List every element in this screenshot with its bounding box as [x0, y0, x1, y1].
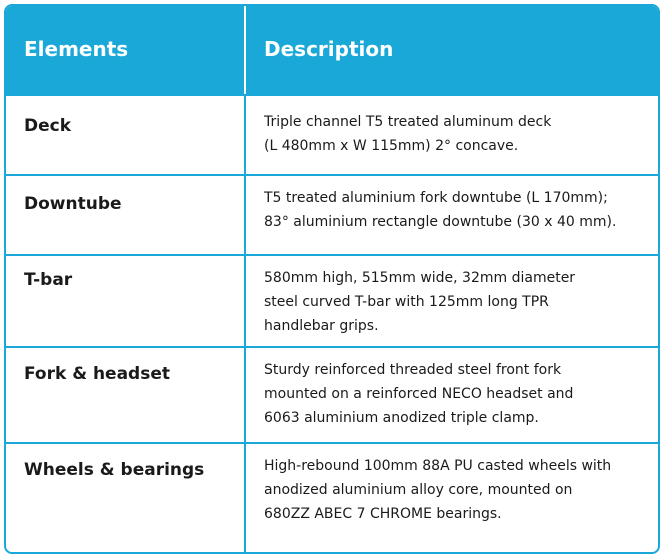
table-row — [6, 174, 658, 254]
description-line: 680ZZ ABEC 7 CHROME bearings. — [264, 506, 502, 522]
header-description: Description — [264, 37, 394, 61]
element-description — [246, 96, 658, 174]
description-line: High-rebound 100mm 88A PU casted wheels with — [264, 458, 612, 474]
element-description — [246, 176, 658, 254]
element-name: Wheels & bearings — [6, 444, 246, 552]
element-description — [246, 444, 658, 552]
description-line: Triple channel T5 treated aluminum deck — [264, 114, 552, 130]
table-row — [6, 254, 658, 346]
table-header-row — [6, 6, 658, 94]
element-description — [246, 348, 658, 442]
element-name: Downtube — [6, 176, 246, 254]
description-line: mounted on a reinforced NECO headset and — [264, 386, 574, 402]
description-line: 83° aluminium rectangle downtube (30 x 40 mm). — [264, 214, 617, 230]
description-line: handlebar grips. — [264, 318, 379, 334]
element-name: Deck — [6, 96, 246, 174]
description-line: 580mm high, 515mm wide, 32mm diameter — [264, 270, 576, 286]
element-name: Fork & headset — [6, 348, 246, 442]
element-name: T-bar — [6, 256, 246, 346]
table-row — [6, 346, 658, 442]
description-line: 6063 aluminium anodized triple clamp. — [264, 410, 539, 426]
element-description — [246, 256, 658, 346]
table-row — [6, 442, 658, 552]
header-elements: Elements — [6, 6, 246, 94]
description-line: steel curved T-bar with 125mm long TPR — [264, 294, 549, 310]
description-line: anodized aluminium alloy core, mounted on — [264, 482, 573, 498]
description-line: T5 treated aluminium fork downtube (L 170mm); — [264, 190, 608, 206]
table-row — [6, 94, 658, 174]
description-line: (L 480mm x W 115mm) 2° concave. — [264, 138, 519, 154]
spec-table — [4, 4, 660, 554]
description-line: Sturdy reinforced threaded steel front fork — [264, 362, 562, 378]
